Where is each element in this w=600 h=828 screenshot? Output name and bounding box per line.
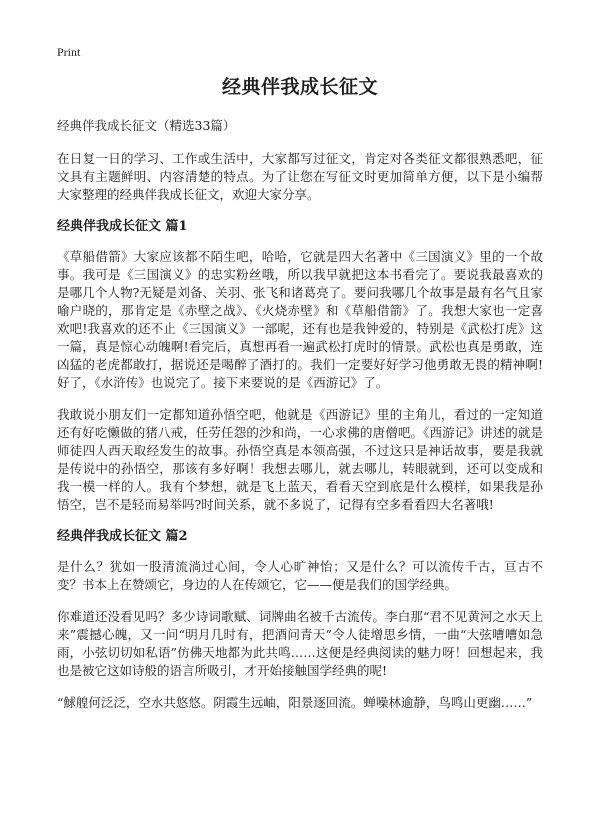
section-paragraph: 我敢说小朋友们一定都知道孙悟空吧，他就是《西游记》里的主角儿，看过的一定知道还有好吃懒做的猪八戒，任劳任怨的沙和尚，一心求佛的唐僧吧。《西游记》讲述的就是师徒四人西天取经发生的故事。孙悟空真是本领高强，不过这只是神话故事，要是我就是传说中的孙悟空，那该有多好啊！我想去哪儿，就去哪儿，转眼就到，还可以变成和我一模一样的人。我有个梦想，就是飞上蓝天，看看天空到底是什么模样，如果我是孙悟空，岂不是轻而易举吗?时间关系，就不多说了，记得有空多看看四大名著哦!: [57, 407, 543, 512]
print-link[interactable]: Print: [57, 45, 81, 59]
section-heading: 经典伴我成长征文 篇1: [57, 219, 188, 234]
section-paragraph: “鯄艎何泛泛，空水共悠悠。阴霞生远岫，阳景逐回流。蝉噪林逾静，鸟鸣山更幽……”: [57, 695, 533, 710]
section-paragraph: 是什么？犹如一股清流淌过心间，令人心旷神怡；又是什么？可以流传千古，亘古不变？书本上在赞颂它，身边的人在传颂它，它——便是我们的国学经典。: [57, 559, 543, 592]
document-subtitle: 经典伴我成长征文（精选33篇）: [57, 118, 236, 133]
section-1: [57, 218, 543, 514]
section-heading: 经典伴我成长征文 篇2: [57, 529, 188, 544]
page-title: 经典伴我成长征文: [221, 76, 378, 98]
intro-paragraph: 在日复一日的学习、工作或生活中，大家都写过征文，肯定对各类征文都很熟悉吧，征文具有主题鲜明、内容清楚的特点。为了让您在写征文时更加简单方便，以下是小编帮大家整理的经典伴我成长征文，欢迎大家分享。: [57, 151, 543, 202]
section-paragraph: 《草船借箭》大家应该都不陌生吧，哈哈，它就是四大名著中《三国演义》里的一个故事。我可是《三国演义》的忠实粉丝哦，所以我早就把这本书看完了。要说我最喜欢的是哪几个人物?无疑是刘备、关羽、张飞和诸葛亮了。要问我哪几个故事是最有名气且家喻户晓的，那肯定是《赤壁之战》、《火烧赤壁》和《草船借箭》了。我想大家也一定喜欢吧!我喜欢的还不止《三国演义》一部呢，还有也是我钟爱的，特别是《武松打虎》这一篇，真是惊心动魄啊!看完后，真想再看一遍武松打虎时的情景。武松也真是勇敢，连凶猛的老虎都敢打，据说还是喝醉了酒打的。我们一定要好好学习他勇敢无畏的精神啊!好了，《水浒传》也说完了。接下来要说的是《西游记》了。: [57, 249, 543, 390]
section-paragraph: 你难道还没看见吗？多少诗词歌赋、词牌曲名被千古流传。李白那“君不见黄河之水天上来”震撼心魄，又一问“明月几时有，把酒问青天”令人徒增思乡情，一曲“大弦嘈嘈如急雨，小弦切切如私语”仿佛天地都为此共鸣……这便是经典阅读的魅力呀！回想起来，我也是被它这如诗般的语言所吸引，才开始接触国学经典的呢!: [57, 609, 543, 678]
section-2: [57, 528, 543, 712]
